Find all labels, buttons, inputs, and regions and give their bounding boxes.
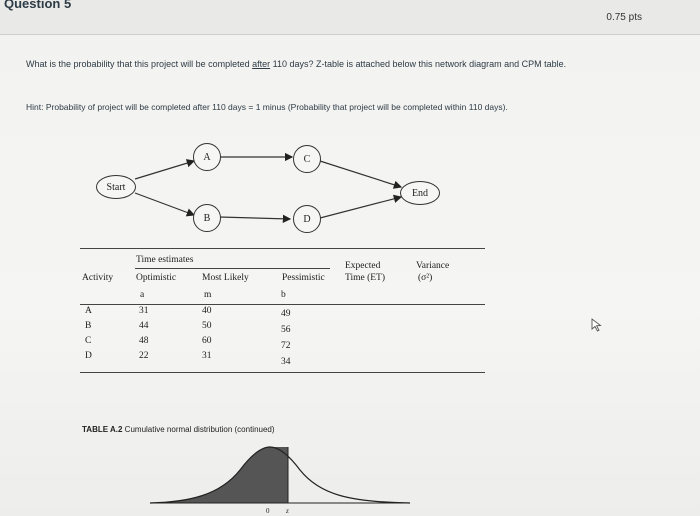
row-b: 56 bbox=[281, 325, 291, 335]
table-top-rule bbox=[80, 248, 485, 249]
question-hint: Hint: Probability of project will be completed after 110 days = 1 minus (Probability that project will be completed within 110 days). bbox=[26, 102, 508, 112]
edge-start-b bbox=[135, 193, 194, 215]
table-bottom-rule bbox=[80, 372, 485, 373]
question-text-emphasis: after bbox=[252, 59, 271, 69]
shaded-area bbox=[150, 447, 288, 503]
row-m: 60 bbox=[202, 336, 212, 346]
subheader-m: m bbox=[204, 290, 212, 300]
edge-d-end bbox=[320, 197, 401, 218]
row-a: 48 bbox=[139, 336, 149, 346]
question-text bbox=[26, 58, 616, 71]
ztable-caption bbox=[82, 425, 275, 434]
node-end: End bbox=[400, 181, 440, 205]
header-optimistic: Optimistic bbox=[136, 273, 177, 283]
row-activity: B bbox=[85, 321, 92, 331]
ztable-caption-bold: TABLE A.2 bbox=[82, 425, 123, 434]
edge-c-end bbox=[320, 161, 401, 187]
row-m: 40 bbox=[202, 306, 212, 316]
subheader-a: a bbox=[140, 290, 145, 300]
axis-z-label: z bbox=[286, 507, 289, 515]
row-b: 72 bbox=[281, 341, 291, 351]
axis-zero-label: 0 bbox=[266, 507, 270, 515]
node-c: C bbox=[293, 145, 321, 173]
group-underline bbox=[135, 268, 330, 269]
row-m: 50 bbox=[202, 321, 212, 331]
question-points: 0.75 pts bbox=[606, 12, 642, 23]
edge-start-a bbox=[135, 161, 194, 179]
row-activity: A bbox=[85, 306, 92, 316]
node-b: B bbox=[193, 204, 221, 232]
node-a: A bbox=[193, 143, 221, 171]
header-expected-1: Expected bbox=[345, 261, 381, 271]
row-activity: D bbox=[85, 351, 92, 361]
normal-distribution-curve bbox=[150, 440, 410, 516]
question-text-before: What is the probability that this project will be completed bbox=[26, 59, 253, 69]
row-activity: C bbox=[85, 336, 92, 346]
network-diagram bbox=[80, 135, 500, 245]
header-expected-2: Time (ET) bbox=[345, 273, 386, 283]
row-a: 31 bbox=[139, 306, 149, 316]
row-a: 44 bbox=[139, 321, 149, 331]
header-variance-2: (σ²) bbox=[418, 273, 433, 283]
question-text-after: 110 days? Z-table is attached below this network diagram and CPM table. bbox=[270, 59, 567, 69]
header-activity: Activity bbox=[82, 273, 114, 283]
ztable-caption-rest: Cumulative normal distribution (continued) bbox=[122, 425, 275, 434]
mouse-pointer-icon bbox=[591, 318, 603, 332]
header-rule bbox=[80, 304, 485, 305]
header-time-estimates: Time estimates bbox=[136, 255, 194, 265]
header-most-likely: Most Likely bbox=[202, 273, 249, 283]
row-b: 49 bbox=[281, 309, 291, 319]
node-d: D bbox=[293, 205, 321, 233]
question-title: Question 5 bbox=[4, 0, 72, 11]
row-m: 31 bbox=[202, 351, 212, 361]
edge-b-d bbox=[219, 217, 290, 219]
subheader-b: b bbox=[281, 290, 286, 300]
row-a: 22 bbox=[139, 351, 149, 361]
header-variance-1: Variance bbox=[416, 261, 450, 271]
node-start: Start bbox=[96, 175, 136, 199]
question-header bbox=[0, 0, 700, 35]
row-b: 34 bbox=[281, 357, 291, 367]
header-pessimistic: Pessimistic bbox=[282, 273, 325, 283]
